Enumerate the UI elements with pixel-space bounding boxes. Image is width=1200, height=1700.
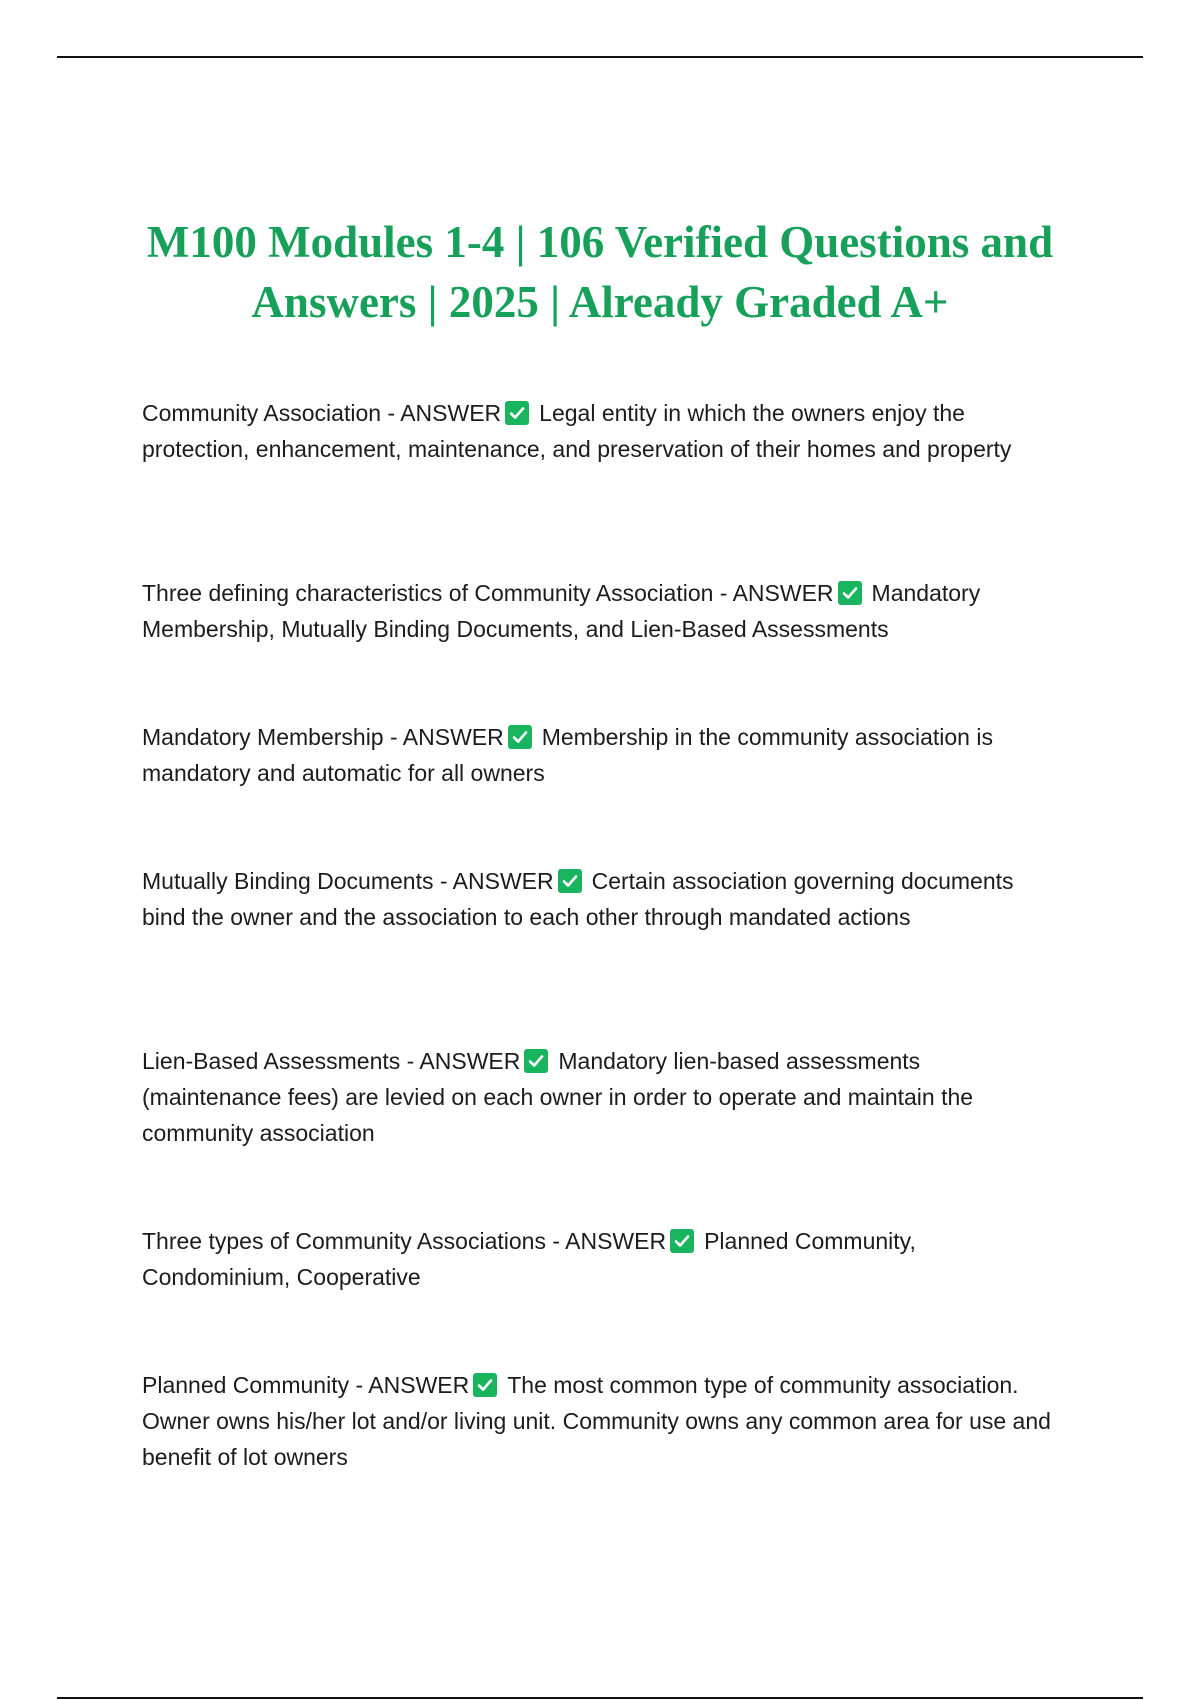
check-icon	[524, 1049, 548, 1073]
qa-item: Planned Community - ANSWER The most common type of community association. Owner owns his/her lot and/or living unit. Community owns any common area for use and benefit of lot owners	[142, 1372, 1051, 1470]
qa-answer: Legal entity in which the owners enjoy the protection, enhancement, maintenance, and preservation of their homes and property	[142, 400, 1012, 462]
answer-marker: ANSWER	[419, 1048, 521, 1074]
qa-item: Lien-Based Assessments - ANSWER Mandatory lien-based assessments (maintenance fees) are levied on each owner in order to operate and maintain the community association	[142, 1048, 974, 1146]
top-divider	[57, 56, 1143, 58]
qa-item: Community Association - ANSWER Legal entity in which the owners enjoy the protection, enhancement, maintenance, and preservation of their homes and property	[142, 400, 1012, 462]
qa-term: Community Association	[142, 400, 382, 426]
qa-term: Lien-Based Assessments	[142, 1048, 401, 1074]
qa-answer: Membership in the community association is mandatory and automatic for all owners	[142, 724, 993, 786]
document-title: M100 Modules 1-4 | 106 Verified Questions and Answers | 2025 | Already Graded A+	[146, 217, 1054, 327]
answer-marker: ANSWER	[732, 580, 834, 606]
answer-marker: ANSWER	[565, 1228, 667, 1254]
qa-term: Planned Community	[142, 1372, 350, 1398]
check-icon	[473, 1373, 497, 1397]
check-icon	[508, 725, 532, 749]
check-icon	[558, 869, 582, 893]
check-icon	[838, 581, 862, 605]
qa-term: Three types of Community Associations	[142, 1228, 546, 1254]
answer-marker: ANSWER	[400, 400, 502, 426]
answer-marker: ANSWER	[368, 1372, 470, 1398]
qa-term: Mandatory Membership	[142, 724, 384, 750]
check-icon	[670, 1229, 694, 1253]
answer-marker: ANSWER	[452, 868, 554, 894]
qa-answer: Mandatory lien-based assessments (maintenance fees) are levied on each owner in order to operate and maintain the community association	[142, 1048, 974, 1146]
qa-item: Three defining characteristics of Community Association - ANSWER Mandatory Membership, Mutually Binding Documents, and Lien-Based Assessments	[142, 580, 981, 642]
qa-answer: The most common type of community association. Owner owns his/her lot and/or living unit. Community owns any common area for use and benefit of lot owners	[142, 1372, 1051, 1470]
check-icon	[505, 401, 529, 425]
answer-marker: ANSWER	[402, 724, 504, 750]
qa-answer: Certain association governing documents bind the owner and the association to each other through mandated actions	[142, 868, 1014, 930]
qa-term: Mutually Binding Documents	[142, 868, 434, 894]
qa-item: Mandatory Membership - ANSWER Membership in the community association is mandatory and automatic for all owners	[142, 724, 993, 786]
qa-answer: Mandatory Membership, Mutually Binding Documents, and Lien-Based Assessments	[142, 580, 981, 642]
qa-item: Mutually Binding Documents - ANSWER Certain association governing documents bind the owner and the association to each other through mandated actions	[142, 868, 1014, 930]
bottom-divider	[57, 1697, 1143, 1699]
qa-term: Three defining characteristics of Community Association	[142, 580, 714, 606]
qa-item: Three types of Community Associations - ANSWER Planned Community, Condominium, Cooperative	[142, 1228, 916, 1290]
qa-answer: Planned Community, Condominium, Cooperative	[142, 1228, 916, 1290]
